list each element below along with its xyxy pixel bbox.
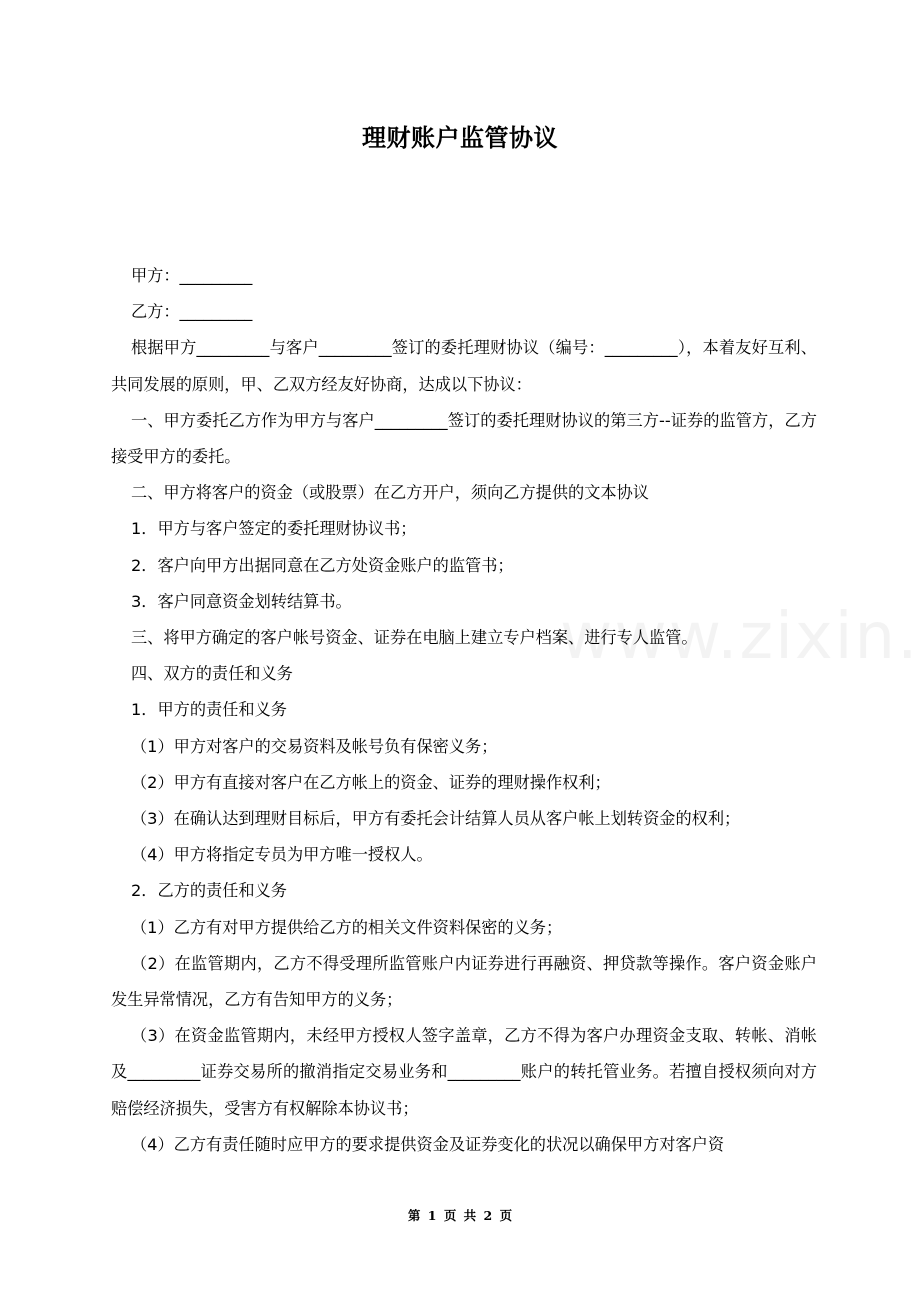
clause-4-1-item-3: （3）在确认达到理财目标后，甲方有委托会计结算人员从客户帐上划转资金的权利； [131, 809, 741, 829]
clause-4-1-item-4: （4）甲方将指定专员为甲方唯一授权人。 [131, 845, 433, 865]
clause-2-item-2: 2．客户向甲方出据同意在乙方处资金账户的监管书； [131, 555, 514, 575]
clause-4-2-item-3: （3）在资金监管期内，未经甲方授权人签字盖章，乙方不得为客户办理资金支取、转帐、消帐及_________证券交易所的撤消指定交易业务和_________账户的转托管业务。若擅自授权须向对方赔偿经济损失，受害方有权解除本协议书； [111, 1026, 817, 1118]
clause-2-item-1: 1．甲方与客户签定的委托理财协议书； [131, 519, 417, 539]
clause-4: 四、双方的责任和义务 [131, 664, 293, 684]
document-title: 理财账户监管协议 [362, 124, 558, 152]
clause-2-item-3: 3．客户同意资金划转结算书。 [131, 591, 352, 611]
clause-4-section-1: 1．甲方的责任和义务 [131, 700, 287, 720]
clause-4-2-item-2: （2）在监管期内，乙方不得受理所监管账户内证券进行再融资、押贷款等操作。客户资金账户发生异常情况，乙方有告知甲方的义务； [111, 953, 817, 1010]
page-footer: 第 1 页 共 2 页 [407, 1208, 513, 1223]
document-body [111, 258, 817, 1163]
clause-2: 二、甲方将客户的资金（或股票）在乙方开户，须向乙方提供的文本协议 [131, 483, 649, 503]
clause-3: 三、将甲方确定的客户帐号资金、证券在电脑上建立专户档案、进行专人监管。 [131, 628, 698, 648]
clause-4-1-item-2: （2）甲方有直接对客户在乙方帐上的资金、证券的理财操作权利； [131, 772, 611, 792]
party-a-line: 甲方：_________ [131, 266, 253, 285]
clause-1: 一、甲方委托乙方作为甲方与客户_________签订的委托理财协议的第三方--证券的监管方，乙方接受甲方的委托。 [111, 410, 817, 467]
preamble-paragraph: 根据甲方_________与客户_________签订的委托理财协议（编号：_________），本着友好互利、共同发展的原则，甲、乙双方经友好协商，达成以下协议： [111, 338, 817, 394]
clause-4-2-item-4: （4）乙方有责任随时应甲方的要求提供资金及证券变化的状况以确保甲方对客户资 [131, 1134, 725, 1154]
clause-4-1-item-1: （1）甲方对客户的交易资料及帐号负有保密义务； [131, 736, 498, 756]
party-b-line: 乙方：_________ [131, 302, 253, 322]
clause-4-2-item-1: （1）乙方有对甲方提供给乙方的相关文件资料保密的义务； [131, 917, 563, 937]
clause-4-section-2: 2．乙方的责任和义务 [131, 881, 287, 901]
